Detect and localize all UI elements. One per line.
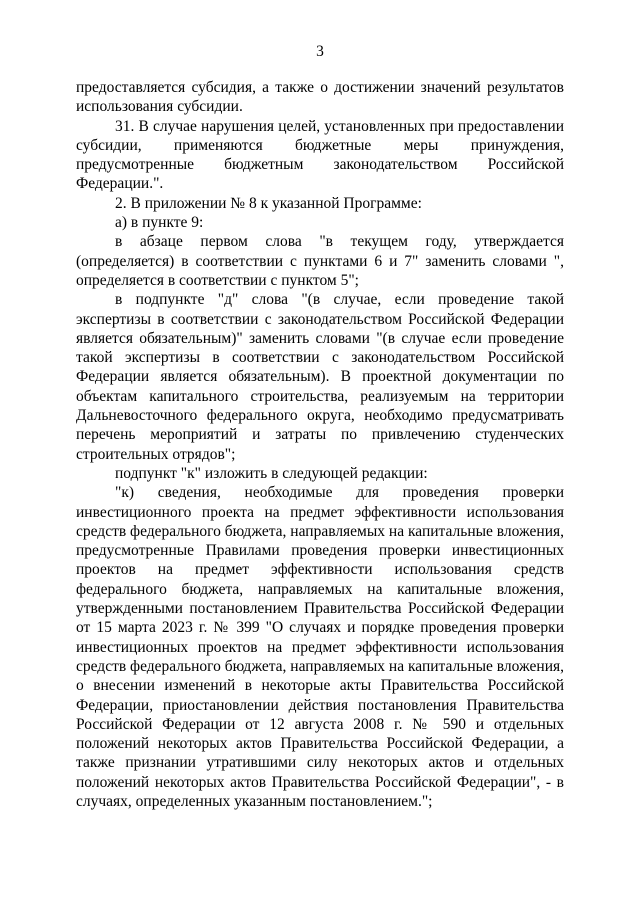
paragraph: подпункт "к" изложить в следующей редакции:: [115, 464, 428, 482]
paragraph: в подпункте "д" слова "(в случае, если проведение такой экспертизы в соответствии с законодательством Российской Федерации является обязательным)" заменить словами "(в случае если проведение такой экспертизы в соответствии с законодательством Российской Федерации является обязательным). В проектной документации по объектам капитального строительства, реализуемым на территории Дальневосточного федерального округа, необходимо предусматривать перечень мероприятий и затраты по привлечению студенческих строительных отрядов";: [76, 291, 564, 463]
paragraph: предоставляется субсидия, а также о достижении значений результатов использования субсидии.: [76, 79, 564, 116]
paragraph: а) в пункте 9:: [115, 214, 204, 232]
paragraph: "к) сведения, необходимые для проведения проверки инвестиционного проекта на предмет эффективности использования средств федерального бюджета, направляемых на капитальные вложения, предусмотренные Правилами проведения проверки инвестиционных проектов на предмет эффективности использования средств федерального бюджета, направляемых на капитальные вложения, утвержденными постановлением Правительства Российской Федерации от 15 марта 2023 г. № 399 "О случаях и порядке проведения проверки инвестиционных проектов на предмет эффективности использования средств федерального бюджета, направляемых на капитальные вложения, о внесении изменений в некоторые акты Правительства Российской Федерации, приостановлении действия постановления Правительства Российской Федерации от 12 августа 2008 г. № 590 и отдельных положений некоторых актов Правительства Российской Федерации, а также признании утратившими силу некоторых актов и отдельных положений некоторых актов Правительства Российской Федерации", - в случаях, определенных указанным постановлением.";: [76, 484, 564, 810]
paragraph: 2. В приложении № 8 к указанной Программе:: [115, 194, 422, 212]
document-body: [76, 78, 564, 811]
page-number: 3: [316, 43, 324, 60]
paragraph: в абзаце первом слова "в текущем году, утверждается (определяется) в соответствии с пунктами 6 и 7" заменить словами ", определяется в соответствии с пунктом 5";: [76, 233, 564, 289]
paragraph: 31. В случае нарушения целей, установленных при предоставлении субсидии, применяются бюджетные меры принуждения, предусмотренные бюджетным законодательством Российской Федерации.".: [76, 117, 564, 193]
